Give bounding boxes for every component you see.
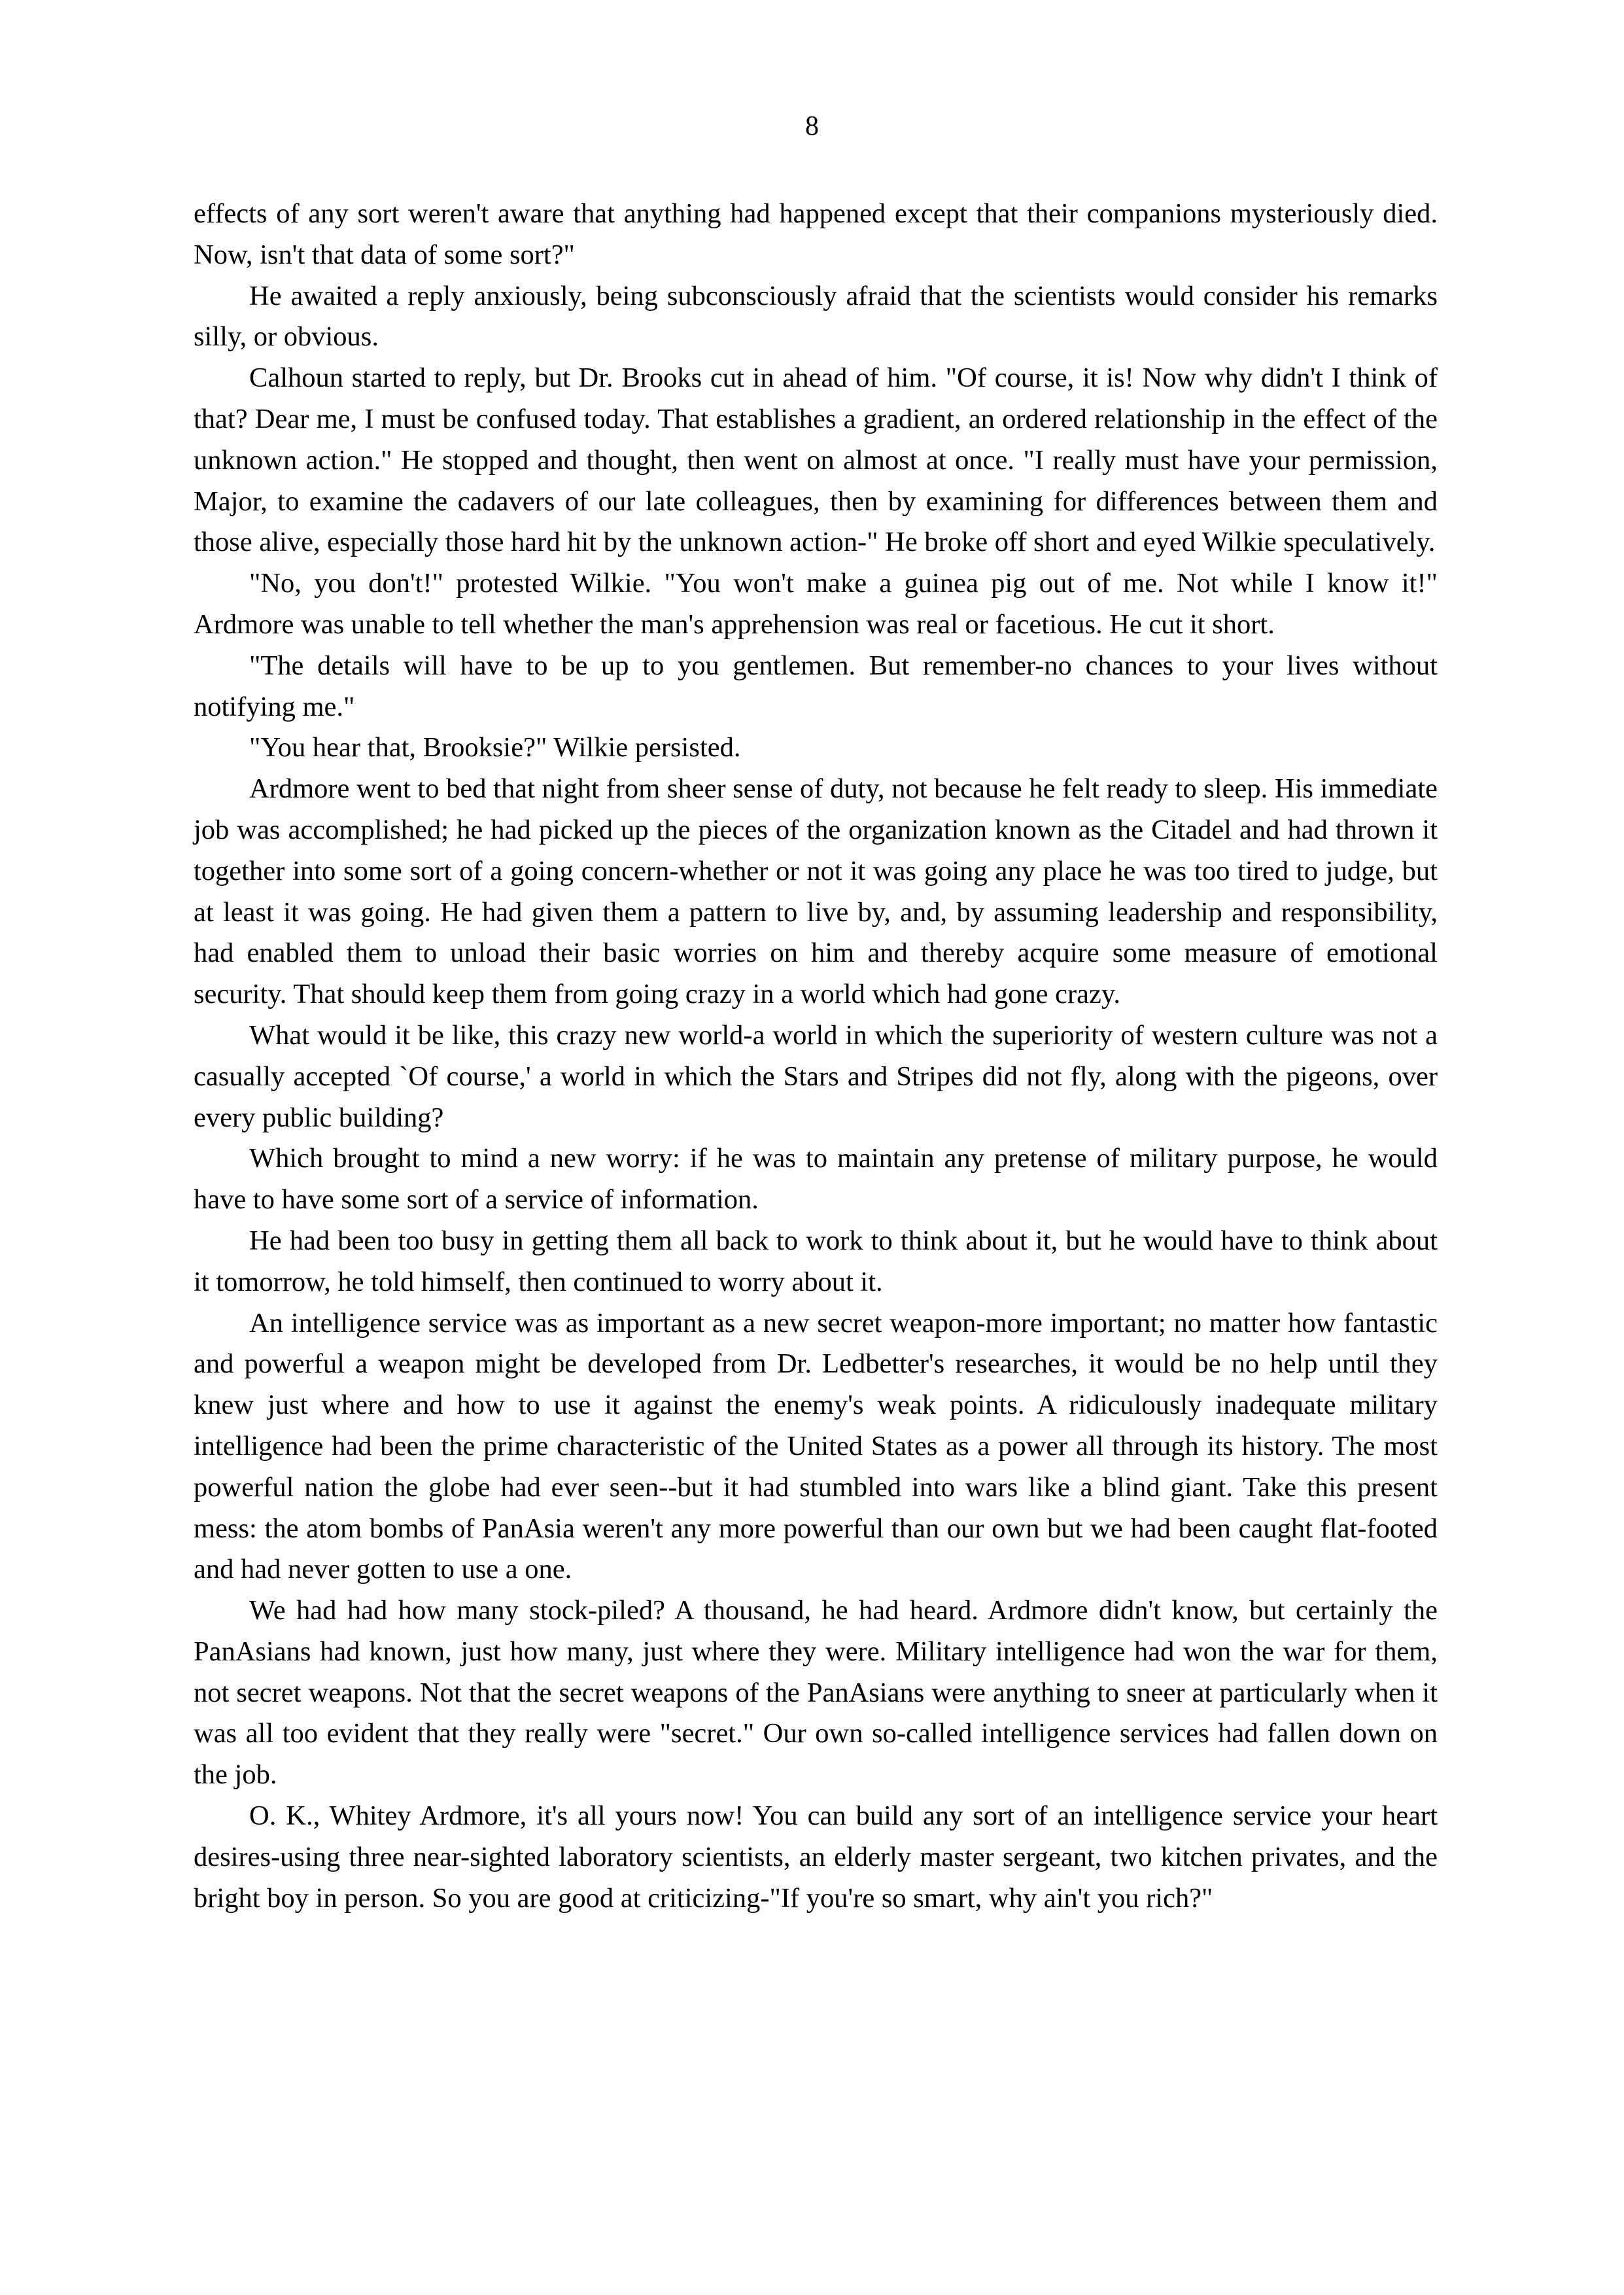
paragraph: "The details will have to be up to you gentlemen. But remember-no chances to your lives without notifying me." (194, 650, 1438, 722)
paragraph: "No, you don't!" protested Wilkie. "You won't make a guinea pig out of me. Not while I know it!" Ardmore was unable to tell whether the man's apprehension was real or facetious. He cut it short. (194, 568, 1438, 640)
paragraph: Calhoun started to reply, but Dr. Brooks cut in ahead of him. "Of course, it is! Now why didn't I think of that? Dear me, I must be confused today. That establishes a gradient, an ordered relationship in the effect of the unknown action." He stopped and thought, then went on almost at once. "I really must have your permission, Major, to examine the cadavers of our late colleagues, then by examining for differences between them and those alive, especially those hard hit by the unknown action-" He broke off short and eyed Wilkie speculatively. (194, 362, 1438, 558)
paragraph: Which brought to mind a new worry: if he was to maintain any pretense of military purpose, he would have to have some sort of a service of information. (194, 1143, 1438, 1216)
page-number: 8 (805, 111, 819, 141)
paragraph: We had had how many stock-piled? A thousand, he had heard. Ardmore didn't know, but certainly the PanAsians had known, just how many, just where they were. Military intelligence had won the war for them, not secret weapons. Not that the secret weapons of the PanAsians were anything to sneer at particularly when it was all too evident that they really were "secret." Our own so-called intelligence services had fallen down on the job. (194, 1595, 1438, 1791)
paragraph: An intelligence service was as important as a new secret weapon-more important; no matter how fantastic and powerful a weapon might be developed from Dr. Ledbetter's researches, it would be no help until they knew just where and how to use it against the enemy's weak points. A ridiculously inadequate military intelligence had been the prime characteristic of the United States as a power all through its history. The most powerful nation the globe had ever seen--but it had stumbled into wars like a blind giant. Take this present mess: the atom bombs of PanAsia weren't any more powerful than our own but we had been caught flat-footed and had never gotten to use a one. (194, 1307, 1438, 1585)
paragraph: "You hear that, Brooksie?" Wilkie persisted. (249, 732, 741, 763)
paragraph: Ardmore went to bed that night from sheer sense of duty, not because he felt ready to sleep. His immediate job was accomplished; he had picked up the pieces of the organization known as the Citadel and had thrown it together into some sort of a going concern-whether or not it was going any place he was too tired to judge, but at least it was going. He had given them a pattern to live by, and, by assuming leadership and responsibility, had enabled them to unload their basic worries on him and thereby acquire some measure of emotional security. That should keep them from going crazy in a world which had gone crazy. (194, 773, 1438, 1010)
paragraph: What would it be like, this crazy new world-a world in which the superiority of western culture was not a casually accepted `Of course,' a world in which the Stars and Stripes did not fly, along with the pigeons, over every public building? (194, 1019, 1438, 1133)
paragraph: He awaited a reply anxiously, being subconsciously afraid that the scientists would consider his remarks silly, or obvious. (194, 280, 1438, 353)
paragraph: O. K., Whitey Ardmore, it's all yours now! You can build any sort of an intelligence service your heart desires-using three near-sighted laboratory scientists, an elderly master sergeant, two kitchen privates, and the bright boy in person. So you are good at criticizing-"If you're so smart, why ain't you rich?" (194, 1800, 1438, 1914)
paragraph: He had been too busy in getting them all back to work to think about it, but he would have to think about it tomorrow, he told himself, then continued to worry about it. (194, 1225, 1438, 1297)
paragraph: effects of any sort weren't aware that anything had happened except that their companions mysteriously died. Now, isn't that data of some sort?" (194, 198, 1438, 270)
body-text (194, 194, 1438, 1919)
